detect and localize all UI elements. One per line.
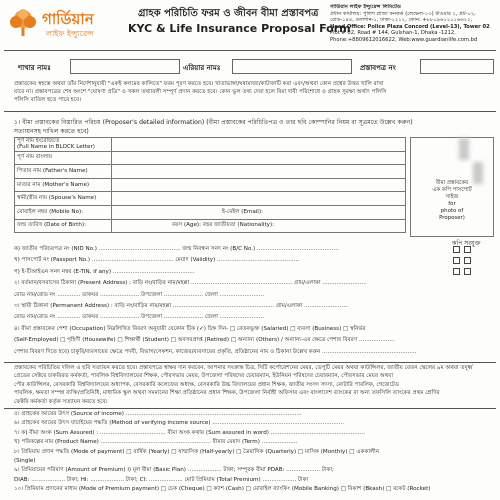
payment-mode-row[interactable]: ৮। প্রিমিয়াম প্রদান পদ্ধতি (Mode of payment) □ বার্ষিক (Yearly) □ ষান্মাসিক (Half-yearly) □ ত্রৈমাসিক (Quarterly) □ মাসিক (Monthly) □ এককালীন [14,448,380,455]
branch-name-label: শাখার নামঃ [18,64,51,72]
premium-channel-row[interactable]: ১০। প্রিমিয়াম প্রদানের মাধ্যম (Mode of Premium payment) □ চেক (Cheque) □ ক্যাশ (Cash) □ মোবাইল ব্যাংকিং (Mobile Banking) □ বিকাশ (Bkash) □ রকেট (Rocket) [14,486,431,493]
table-row [15,151,406,165]
company-logo [8,6,100,44]
company-line: Phone:+8809612016622, Web:www.guardianlife.com.bd [330,36,478,43]
company-line: Plot # 02, Road # 144, Gulshan-1, Dhaka -1212, [330,30,456,37]
section-divider [4,408,496,409]
copy-attached-label: কপি সংযুক্ত [452,240,481,247]
mobile-number-label: মোবাইল নম্বর (Mobile No): [15,205,112,219]
instruction-line: যাবে না। প্রস্তাবপত্রের শেষ অংশে "ঘোষণা প্রত্রি" ও সকল তথ্যাবলী সম্পূর্ণ প্রদান করতে হবে। কোন ভুল তথ্য দেয়া হলে বিমা দাবী পরিশোধে ও গ্রাহক সুরক্ষা অর্থাৎ পলিসি [14,89,387,96]
payment-mode-row-2[interactable]: (Single) [14,458,36,465]
photo-box[interactable] [410,137,494,237]
section-divider [4,362,496,363]
present-address-row-2[interactable]: রোড নাম/রোড নং ............. ডাকঘর ...................... উপজেলা ...................... জেলা ......................... [14,291,265,298]
photo-label: বীমা প্রস্তাবকের এক কপি পাসপোর্ট সাইজ for photo of Proposer) [432,180,472,221]
form-header [0,0,500,50]
email-field[interactable]: ই-মেইল (Email): [112,205,406,219]
father-name-input[interactable] [112,165,406,179]
note-line: ফেক্টরি কর্মকর্তা কর্তৃক সত্যায়ন করতে হবে। [14,398,108,405]
checkbox-icon[interactable] [464,268,471,275]
income-source-row[interactable]: ৫। গ্রাহকের আয়ের উৎস (Source of income) ................................................................................................... [14,411,302,417]
checkbox-icon[interactable] [464,246,471,253]
present-address-row[interactable]: ২। বর্তমান/বসবাসের ঠিকানা (Present Address) : বাড়ি নং/বাড়ির নাম/মহল্লা ......................................................... গ্রাম/এলাকা ......................... [14,280,367,287]
identity-address-section [14,244,490,358]
instruction-line: প্রস্তাবকের স্বহস্তে অথবা তাঁর নির্দেশানুযায়ী "একই কলমের কালিতে" ফরম পূরণ করতে হবে। খাতাভাঙ্গা/ঘষামাজা/কাটাকাটি করা এবং/অথবা কোন প্রশ্নের উত্তর খালি রাখা [14,81,384,87]
attestation-note [14,364,490,406]
company-line: Head Office: Police Plaza Concord (Level-13), Tower 02 [330,23,490,30]
income-verify-row[interactable]: ৬। গ্রাহকের আয়ের উৎস যাচাইয়ের পদ্ধতি (Method of verifying income source) .......................................................................... [14,420,344,427]
company-line: রোড-১৪৪, গুলশান-১, ঢাকা-১২১২, ফোন: +৮৮০৯৬১২০১৬৬২২, [330,17,473,24]
table-row [15,165,406,179]
mother-name-input[interactable] [112,178,406,192]
occupation-row[interactable]: ৪। বীমা প্রস্তাবকের পেশা (Occupation) নিম্নলিখিত বিবরণ অনুযায়ী যেকোন টিক (✓) চিহ্ন দিন- □ বেতনভুক্ত (Salaried) □ ব্যবসা (Business) □ স্বনির্ভর [14,325,366,332]
mother-name-label: মাতার নাম (Mother's Name) [15,178,112,192]
nid-yes-no[interactable] [452,246,472,254]
full-name-en-label: পূর্ণ নাম ইংরেজিতে (Full Name in BLOCK Letter) [15,138,112,152]
nid-row[interactable]: ক) জাতীয় পরিচয়পত্র নং (NID No.) .............................................. জন্ম নিবন্ধন সনদ নং (B/C No.) .............................................. [14,246,339,252]
proposal-number-label: প্রস্তাবপত্র নং [360,64,396,72]
note-line: পৌর কাউন্সিলর, বেসরকারি বিশ্ববিদ্যালয়ের অধ্যাপক, বেসরকারি কলেজের অধ্যক্ষ, বেসরকারি উচ্চ বিদ্যালয়ের প্রধান শিক্ষক, জাতীয় সংসদ সদস্য, নোটারি পাবলিক, গেজেটেড [14,381,399,388]
table-row [15,192,406,206]
etin-yes-no[interactable] [452,268,472,276]
occupation-details-row[interactable]: পেশার বিবরণ দিতে হবে) চাকুরি/ব্যবসায়ের ক্ষেত্রে পদবী, বিভাগ/সেকশন, কাজের/ব্যবসায়ের প্রকৃতি, প্রতিষ্ঠানের নাম ও ঠিকানা উল্লেখ করুন ..................................................... [14,348,417,355]
checkbox-icon[interactable] [453,257,460,264]
table-row [15,205,406,219]
spouse-name-label: স্বামী/স্ত্রীর নাম (Spouse's Name) [15,192,112,206]
company-address-block [330,4,498,44]
branch-name-input[interactable] [70,59,180,74]
photo-smudge [459,138,469,160]
etin-row[interactable]: গ) ই-টিআইএন সনদ নম্বর (E-TIN, if any) .............................................. [14,268,195,275]
section1-title: ১। বীমা প্রস্তাবকের বিস্তারিত পরিচয় (Proposer's detailed information) (বীমা প্রস্তাবকের পরিচিতিপত্র ও তার ছবি কোম্পানির নিয়ম বা সূত্রমতে উল্লেখ করুন) [14,119,413,126]
note-line: গ্রেডের সেক্টরে চাকরিরত কর্মকর্তা, পাবলিক বিশ্ববিদ্যালয়ের শিক্ষক, পৌরসভার মেয়র, উপজেলা পরিষদের চেয়ারম্যান, ইউনিয়ন পরিষদের চেয়ারম্যান, পৌরসভার মেয়র অথবা [14,373,394,380]
form-title-bangla: গ্রাহক পরিচিতি ফরম ও জীবন বীমা প্রস্তাবপত্র [138,8,319,19]
table-row [15,178,406,192]
full-name-en-input[interactable] [112,138,406,152]
proposer-info-table [14,137,406,233]
spouse-name-input[interactable] [112,192,406,206]
company-line: প্রধান কার্যালয়: পুলিশ প্লাজা কনকর্ড (লেভেল-১৩) টাওয়ার ২, প্লট-০২, [330,10,476,17]
table-row [15,138,406,152]
permanent-address-row[interactable]: ৩। স্থায়ী ঠিকানা (Permanent Address) : বাড়ি নং/বাড়ির নাম/মহল্লা ......................................................... গ্রাম/এলাকা ......................... [14,303,349,310]
premium-amount-row-2[interactable]: DIAB: ................... টাকা; HI: ................... টাকা; CI: ................... মোট প্রিমিয়াম (Total Premium) ................... টাকা [14,476,309,483]
full-name-bn-input[interactable] [112,151,406,165]
note-line: পাবলিক, ক্ষমতা সম্পন্ন ব্যক্তি/প্রতিনিধি, মাধ্যমিক স্কুল অথবা সমমানের শিক্ষা প্রতিষ্ঠানের প্রধান শিক্ষক, উপজেলা নির্বাহী অফিসার এবং বাংলাদেশ ব্যাংকের বা অন্য তফসিলি ব্যাংকের প্রথম শ্রেণির [14,390,440,397]
sum-assured-row[interactable]: ৭। ক) বীমা অংক (Sum Assured) : ..................................... বীমা অংক কথায় (Sum assured in word) ..................................................... [14,429,365,436]
header-divider [4,50,496,51]
checkbox-icon[interactable] [453,268,460,275]
checkbox-icon[interactable] [464,257,471,264]
area-name-input[interactable] [232,59,352,74]
company-line: গার্ডিয়ান লাইফ ইন্স্যুরেন্স লিমিটেড [330,4,401,10]
instruction-line: পলিসি বাতিল হতে পারে হবে। [14,97,82,104]
section-divider [4,111,496,112]
occupation-row-2[interactable]: (Self-Employed) □ গৃহিণী (Housewife) □ শিক্ষার্থী (Student) □ অবসরপ্রাপ্ত (Retired) □ অন্যান্য (Others) / অন্যান্য-এর ক্ষেত্রে পেশার বিবরণ .................... [14,337,395,344]
form-title-english: KYC & Life Insurance Proposal Form [128,22,351,35]
passport-row[interactable]: খ) পাসপোর্ট নং (Passport No.) .............................................. মেয়াদ (Validity) .............................................. [14,257,299,264]
permanent-address-row-2[interactable]: রোড নাম/রোড নং ............. ডাকঘর ...................... উপজেলা ...................... জেলা ......................... [14,314,265,321]
logo-main-text: গার্ডিয়ান [42,10,94,28]
table-row [15,219,406,233]
passport-yes-no[interactable] [452,257,472,265]
age-nationality-field[interactable]: বয়স (Age): বছর জাতীয়তা (Nationality): [112,219,406,233]
father-name-label: পিতার নাম (Father's Name) [15,165,112,179]
date-of-birth-label: জন্ম তারিখ (Date of Birth): [15,219,112,233]
checkbox-icon[interactable] [453,246,460,253]
proposal-number-input[interactable] [420,59,494,74]
premium-amount-row[interactable]: ৯। প্রিমিয়ামের পরিমাণ (Amount of Premium) i) মূল বীমা (Basic Plan) ................... টাকা; সম্পূরক বীমা PDAB: ................... টাকা; [14,467,334,474]
product-name-row[interactable]: খ) পরিকল্পের নাম (Product Name) .............................................................. বীমার মেয়াদ (Term) .................... [14,439,298,446]
full-name-bn-label: পূর্ণ নাম বাংলায় [15,151,112,165]
instructions-paragraph [14,80,490,105]
logo-sub-text: লাইফ ইন্স্যুরেন্স [46,29,94,38]
section1-subtitle: সত্যায়নসহ দাখিল করতে হবে) [14,128,89,135]
note-line: প্রস্তাবকের পরিচিতির দলিল ও ছবি সত্যায়ন করতে হবে। প্রস্তাবপত্রে স্বাক্ষর দান করবেন, আপনার সংক্রান্ত চিত্র, সিটি কর্পোরেশনের মেয়র, ডেপুটি মেয়র অথবা কাউন্সিলর, জাতীয় বেতন স্কেলের ৯ম অথবা তদূর্ধ্ব [14,365,473,371]
area-name-label: এরিয়ার নামঃ [183,64,221,72]
tree-icon [8,8,38,38]
policy-details-section [14,410,490,495]
